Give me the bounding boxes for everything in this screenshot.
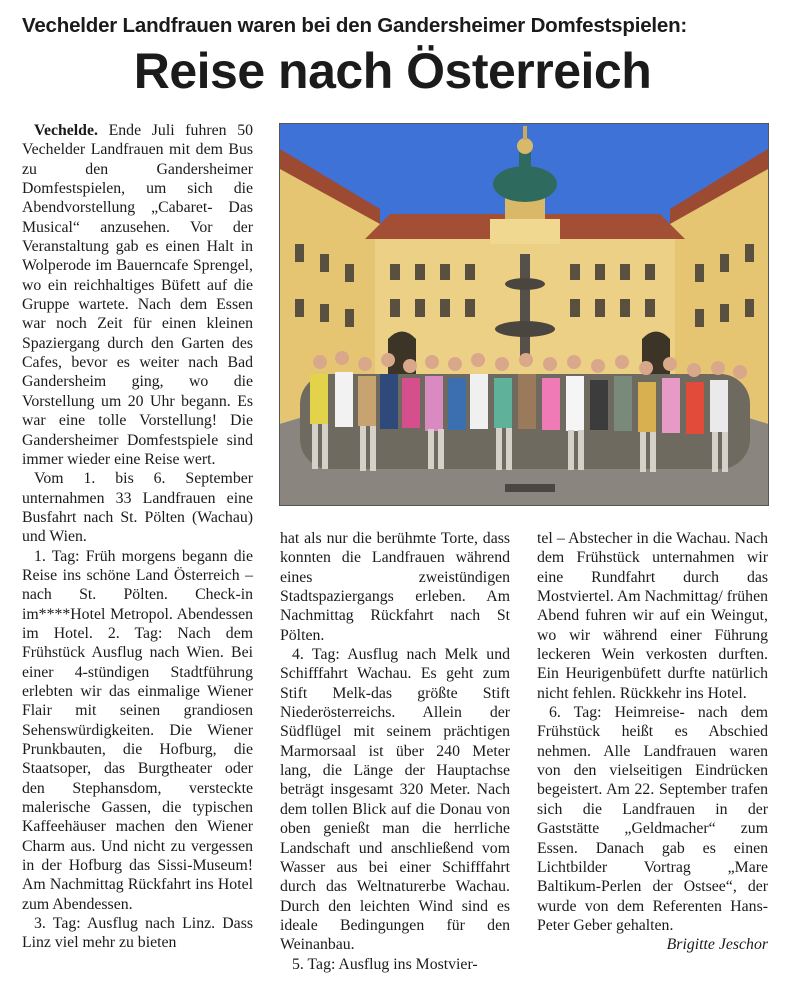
paragraph-text: Ende Juli fuhren 50 Vechelder Landfrauen mit dem Bus zu den Gandersheimer Domfestspielen, um sich die Abendvorstellung „Cabaret- Das Musical“ anzusehen. Vor der Veranstaltung gab es einen Halt in Wolperode im Bauerncafe Sprengel, wo ein reichhaltiges Büfett auf die Gruppe wartete. Nach dem Essen war noch Zeit für einen kleinen Spaziergang durch den Garten des Cafes, bevor es weiter nach Bad Gandersheim ging, wo die Vorstellung um 20 Uhr begann. Es war eine tolle Vorstellung! Die Gandersheimer Domfestspiele sind immer wieder eine Reise wert. (22, 122, 254, 468)
paragraph: 1. Tag: Früh morgens begann die Reise ins schöne Land Österreich – nach St. Pölten. Check-in im****Hotel Metropol. Abendessen im Hotel. 2. Tag: Nach dem Frühstück Ausflug nach Wien. Bei einer 4-stündigen Stadtführung erlebten wir das einmalige Wiener Flair mit seinen grandiosen Sehenswürdigkeiten. Die Wiener Prunkbauten, die Hofburg, die Staatsoper, das Burgtheater oder den Stephansdom, versteckte malerische Gassen, die typischen Kaffeehäuser machen den Wiener Charm aus. Und nicht zu vergessen in der Hofburg das Sissi-Museum! Am Nachmittag Rückfahrt ins Hotel zum Abendessen. (22, 547, 253, 913)
paragraph: hat als nur die berühmte Torte, dass konnten die Landfrauen während eines zweistündigen Stadtspaziergangs erleben. Am Nachmittag Rückfahrt nach St Pölten. (280, 530, 510, 644)
author-byline: Brigitte Jeschor (666, 936, 768, 954)
paragraph (22, 121, 253, 469)
paragraph: 3. Tag: Ausflug nach Linz. Dass Linz viel mehr zu bieten (22, 915, 253, 952)
article-kicker: Vechelder Landfrauen waren bei den Gandersheimer Domfestspielen: (22, 14, 688, 37)
article-headline: Reise nach Österreich (133, 43, 652, 99)
article-column-3 (537, 529, 768, 955)
paragraph: Vom 1. bis 6. September unternahmen 33 Landfrauen eine Busfahrt nach St. Pölten (Wachau) und Wien. (22, 470, 253, 546)
paragraph: 4. Tag: Ausflug nach Melk und Schifffahrt Wachau. Es geht zum Stift Melk-das größte Stift Niederösterreichs. Allein der Südflügel mit seinem prächtigen Marmorsaal ist über 240 Meter lang, die Länge der Hauptachse beträgt insgesamt 320 Meter. Nach dem tollen Blick auf die Donau von oben genießt man die herrliche Landschaft und anschließend vom Wasser aus bei einer Schifffahrt durch das Weltnaturerbe Wachau. Durch den leichten Wind sind es ideale Bedingungen für den Weinanbau. (280, 646, 510, 954)
paragraph: 5. Tag: Ausflug ins Mostvier- (292, 955, 478, 973)
article-photo (279, 123, 769, 506)
paragraph: tel – Abstecher in die Wachau. Nach dem Frühstück unternahmen wir eine Rundfahrt durch das Mostviertel. Am Nachmittag/ frühen Abend fuhren wir auf ein Weingut, wo wir während einer Führung leckeren Wein verkosten durften. Ein Heurigenbüfett durfte natürlich nicht fehlen. Rückkehr ins Hotel. (537, 530, 768, 702)
article-column-1 (22, 121, 253, 953)
dateline: Vechelde. (34, 122, 98, 139)
paragraph: 6. Tag: Heimreise- nach dem Frühstück heißt es Abschied nehmen. Alle Landfrauen waren von den vielseitigen Eindrücken begeistert. Am 22. September trafen sich die Landfrauen in der Gaststätte „Geldmacher“ zum Essen. Danach gab es einen Lichtbilder Vortrag „Mare Baltikum-Perlen der Ostsee“, der wurde von dem Referenten Hans-Peter Geber gehalten. (537, 704, 768, 934)
article-column-2 (280, 529, 510, 974)
group-photo-image (280, 124, 768, 505)
